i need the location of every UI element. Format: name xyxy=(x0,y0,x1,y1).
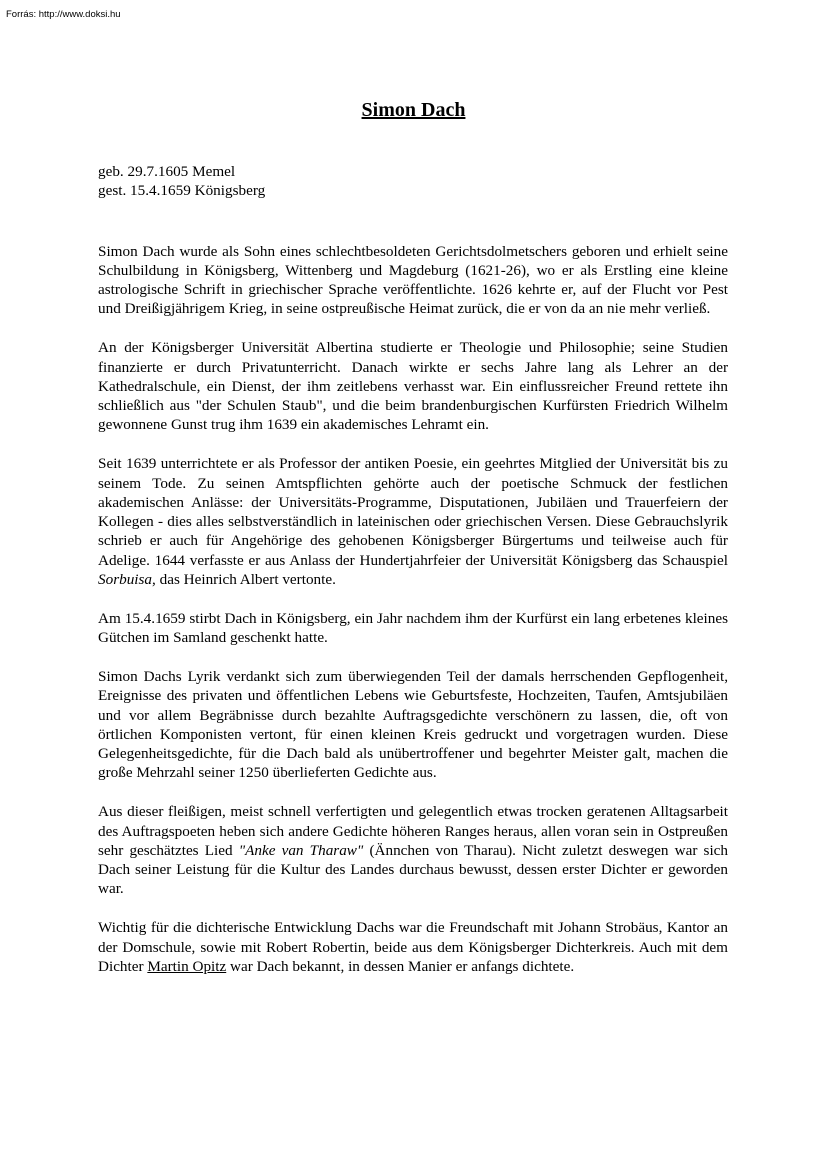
document-body xyxy=(98,162,728,996)
paragraph-7-text-start: Wichtig für die dichterische Entwicklung Dachs war die Freundschaft mit Johann Strobäus, Kantor an der Domschule, sowie mit Robert Robertin, beide aus dem Königsberger Dichterkreis. Auch mit dem Dichter xyxy=(98,919,728,975)
paragraph-3 xyxy=(98,454,728,589)
martin-opitz-link[interactable]: Martin Opitz xyxy=(147,957,227,975)
paragraph-5: Simon Dachs Lyrik verdankt sich zum überwiegenden Teil der damals herrschenden Gepflogenheit, Ereignisse des privaten und öffentlichen Lebens wie Geburtsfeste, Hochzeiten, Taufen, Amtsjubiläen und vor allem Begräbnisse durch bezahlte Auftragsgedichte verschönern zu lassen, die, oft von örtlichen Komponisten vertont, für einen kleinen Kreis gedruckt und vorgetragen wurden. Diese Gelegenheitsgedichte, für die Dach bald als unübertroffener und begehrter Meister galt, machen die große Mehrzahl seiner 1250 überlieferten Gedichte aus. xyxy=(98,667,728,782)
song-title-anke-van-tharaw: "Anke van Tharaw" xyxy=(238,841,364,859)
play-title-sorbuisa: Sorbuisa xyxy=(98,571,153,589)
life-dates xyxy=(98,162,728,201)
paragraph-7-text-end: war Dach bekannt, in dessen Manier er anfangs dichtete. xyxy=(226,957,575,975)
paragraph-2: An der Königsberger Universität Albertina studierte er Theologie und Philosophie; seine Studien finanzierte er durch Privatunterricht. Danach wirkte er sechs Jahre lang als Lehrer an der Kathedralschule, ein Dienst, der ihm zeitlebens verhasst war. Ein einflussreicher Freund rettete ihn schließlich aus "der Schulen Staub", und die beim brandenburgischen Kurfürsten Friedrich Wilhelm gewonnene Gunst trug ihm 1639 ein akademisches Lehramt ein. xyxy=(98,339,728,434)
birth-date: geb. 29.7.1605 Memel xyxy=(98,163,236,180)
death-date: gest. 15.4.1659 Königsberg xyxy=(98,182,266,200)
paragraph-7 xyxy=(98,918,728,976)
paragraph-6-text-start: Aus dieser fleißigen, meist schnell verfertigten und gelegentlich etwas trocken geratenen Alltagsarbeit des Auftragspoeten heben sich andere Gedichte höheren Ranges heraus, allen voran sein in Ostpreußen sehr geschätztes Lied xyxy=(98,803,728,859)
paragraph-4: Am 15.4.1659 stirbt Dach in Königsberg, ein Jahr nachdem ihm der Kurfürst ein lang erbetenes kleines Gütchen im Samland geschenkt hatte. xyxy=(98,609,728,647)
paragraph-1: Simon Dach wurde als Sohn eines schlechtbesoldeten Gerichtsdolmetschers geboren und erhielt seine Schulbildung in Königsberg, Wittenberg und Magdeburg (1621-26), wo er als Erstling eine kleine astrologische Schrift in griechischer Sprache veröffentlichte. 1626 kehrte er, auf der Flucht vor Pest und Dreißigjährigem Krieg, in seine ostpreußische Heimat zurück, die er von da an nie mehr verließ. xyxy=(98,242,728,318)
source-note: Forrás: http://www.doksi.hu xyxy=(6,9,121,20)
paragraph-3-text-end: , das Heinrich Albert vertonte. xyxy=(152,571,336,589)
paragraph-3-text-start: Seit 1639 unterrichtete er als Professor der antiken Poesie, ein geehrtes Mitglied der Universität bis zu seinem Tode. Zu seinen Amtspflichten gehörte auch der poetische Schmuck der festlichen akademischen Anlässe: der Universitäts-Programme, Disputationen, Jubiläen und Trauerfeiern der Kollegen - dies alles selbstverständlich in lateinischen oder griechischen Versen. Diese Gebrauchslyrik schrieb er auch für Angehörige des gehobenen Königsberger Bürgertums und teilweise auch für Adelige. 1644 verfasste er aus Anlass der Hundertjahrfeier der Universität Königsberg das Schauspiel xyxy=(98,455,728,569)
paragraph-6-text-end: (Ännchen von Tharau). Nicht zuletzt deswegen war sich Dach seiner Leistung für die Kultur des Landes durchaus bewusst, dessen erster Dichter er geworden war. xyxy=(98,841,729,898)
page-title: Simon Dach xyxy=(361,99,466,121)
paragraph-6 xyxy=(98,802,728,898)
